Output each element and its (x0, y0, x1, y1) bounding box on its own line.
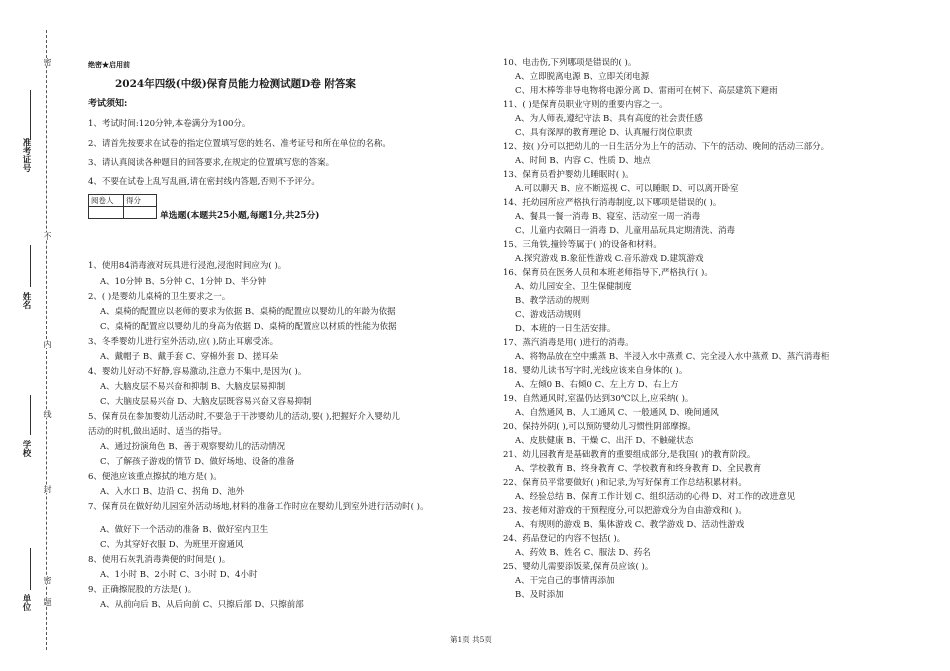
admission-number-field[interactable] (30, 90, 31, 140)
score-table-header-score: 得分 (124, 195, 157, 207)
question-line: 5、保育员在参加婴幼儿活动时,不要急于干涉婴幼儿的活动,要( ),把握好介入婴幼儿 (88, 412, 400, 422)
option-line: C、大脑皮层易兴奋 D、大脑皮层既容易兴奋又容易抑制 (100, 397, 312, 407)
option-line: A、时间 B、内容 C、性质 D、地点 (515, 156, 651, 166)
district-label: 单位 (21, 594, 31, 611)
notice-item: 2、请首先按要求在试卷的指定位置填写您的姓名、准考证号和所在单位的名称。 (88, 139, 391, 149)
option-line: C、具有深厚的教育理论 D、认真履行岗位职责 (515, 128, 693, 138)
district-field[interactable] (30, 548, 31, 590)
page-title: 2024年四级(中级)保育员能力检测试题D卷 附答案 (115, 78, 356, 90)
question-line: 9、正确擦屁股的方法是( )。 (88, 585, 197, 595)
option-line: A、皮肤健康 B、干燥 C、出汗 D、不触碰状态 (515, 436, 694, 446)
option-line: A、将物品放在空中熏蒸 B、半浸入水中蒸煮 C、完全浸入水中蒸煮 D、蒸汽消毒柜 (515, 352, 830, 362)
option-line: A、有规则的游戏 B、集体游戏 C、教学游戏 D、活动性游戏 (515, 520, 745, 530)
question-line: 15、三角铁,撞铃等属于( )的设备和材料。 (503, 240, 662, 250)
option-line: C、桌椅的配置应以婴幼儿的身高为依据 D、桌椅的配置应以材质的性能为依据 (100, 322, 397, 332)
page-number: 第1页 共5页 (450, 635, 492, 644)
school-field[interactable] (30, 395, 31, 435)
question-line: 3、冬季婴幼儿进行室外活动,应( ),防止耳廓受冻。 (88, 337, 279, 347)
option-line: A、10分钟 B、5分钟 C、1分钟 D、半分钟 (100, 277, 266, 287)
question-line: 6、便池应该重点擦拭的地方是( )。 (88, 472, 222, 482)
option-line: A、1小时 B、2小时 C、3小时 D、4小时 (100, 570, 258, 580)
option-line: A、立即脱离电源 B、立即关闭电源 (515, 72, 650, 82)
option-line: C、游戏活动规则 (515, 310, 582, 320)
score-table-header-reviewer: 阅卷人 (89, 195, 124, 207)
question-line: 14、托幼园所应严格执行消毒制度,以下哪项是错误的( )。 (503, 198, 722, 208)
seal-char-6: 密 (43, 576, 52, 584)
seal-char-4: 线 (43, 410, 52, 418)
option-line: B、教学活动的规则 (515, 296, 590, 306)
section-title: 单选题(本题共25小题,每题1分,共25分) (160, 211, 320, 221)
option-line: C、为其穿好衣服 D、为班里开窗通风 (100, 540, 244, 550)
question-line: 20、保持外阴( ),可以预防婴幼儿习惯性阴部摩擦。 (503, 422, 696, 432)
score-table (88, 194, 157, 219)
notice-item: 4、不要在试卷上乱写乱画,请在密封线内答题,否则不予评分。 (88, 177, 320, 187)
admission-number-label: 准考证号 (21, 138, 31, 172)
question-line: 12、按( )分可以把幼儿的一日生活分为上午的活动、下午的活动、晚间的活动三部分。 (503, 142, 830, 152)
option-line: A、自然通风 B、人工通风 C、一般通风 D、晚间通风 (515, 408, 719, 418)
school-label: 学校 (21, 440, 31, 457)
name-field[interactable] (30, 245, 31, 287)
question-line: 22、保育员平常要做好( )和记录,为写好保育工作总结积累材料。 (503, 478, 747, 488)
option-line: A、从前向后 B、从后向前 C、只擦后部 D、只擦前部 (100, 600, 304, 610)
question-line: 25、婴幼儿需要添饭菜,保育员应该( )。 (503, 562, 654, 572)
seal-char-1: 密 (43, 58, 52, 66)
option-line: C、儿童内衣隔日一消毒 D、儿童用品玩具定期清洗、消毒 (515, 226, 736, 236)
option-line: A、为人师表,遵纪守法 B、具有高度的社会责任感 (515, 114, 703, 124)
secret-label: 绝密★启用前 (88, 60, 130, 69)
option-line: A、干完自己的事情再添加 (515, 576, 615, 586)
option-line: A、幼儿园安全、卫生保健制度 (515, 282, 632, 292)
option-line: C、用木棒等非导电物将电源分离 D、雷雨可在树下、高层建筑下避雨 (515, 86, 778, 96)
question-line: 11、( )是保育员职业守则的重要内容之一。 (503, 100, 668, 110)
option-line: C、了解孩子游戏的情节 D、做好场地、设备的准备 (100, 457, 295, 467)
question-line: 24、药品登记的内容不包括( )。 (503, 534, 626, 544)
binding-margin (0, 0, 70, 671)
option-line: A、桌椅的配置应以老师的要求为依据 B、桌椅的配置应以婴幼儿的年龄为依据 (100, 307, 396, 317)
question-line: 21、幼儿园教育是基础教育的重要组成部分,是我国( )的教育阶段。 (503, 450, 756, 460)
option-line: A、戴帽子 B、戴手套 C、穿棉外套 D、搓耳朵 (100, 352, 279, 362)
question-line: 8、使用石灰乳消毒粪便的时间是( )。 (88, 555, 231, 565)
question-line: 23、按老师对游戏的干预程度分,可以把游戏分为自由游戏和( )。 (503, 506, 747, 516)
option-line: A、经验总结 B、保育工作计划 C、组织活动的心得 D、对工作的改进意见 (515, 492, 796, 502)
question-line: 19、自然通风时,室温仍达到30℃以上,应采纳( )。 (503, 394, 694, 404)
option-line: A、入水口 B、边沿 C、拐角 D、池外 (100, 487, 245, 497)
option-line: A、左倾0 B、右倾0 C、左上方 D、右上方 (515, 380, 679, 390)
option-line: A、学校教育 B、终身教育 C、学校教育和终身教育 D、全民教育 (515, 464, 762, 474)
option-line: A、药效 B、姓名 C、服法 D、药名 (515, 548, 651, 558)
score-cell[interactable] (124, 207, 157, 219)
question-line: 7、保育员在做好幼儿园室外活动场地,材料的准备工作时应在婴幼儿到室外进行活动时( )。 (88, 502, 429, 512)
reviewer-cell[interactable] (89, 207, 124, 219)
question-line: 10、电击伤,下列哪项是错误的( )。 (503, 58, 637, 68)
seal-char-3: 内 (43, 340, 52, 348)
question-line: 2、( )是婴幼儿桌椅的卫生要求之一。 (88, 292, 231, 302)
question-line: 1、使用84消毒液对玩具进行浸泡,浸泡时间应为( )。 (88, 261, 287, 271)
option-line: A、大脑皮层不易兴奋和抑制 B、大脑皮层易抑制 (100, 382, 286, 392)
question-line: 16、保育员在医务人员和本班老师指导下,严格执行( )。 (503, 268, 713, 278)
notice-item: 3、请认真阅读各种题目的回答要求,在规定的位置填写您的答案。 (88, 158, 335, 168)
option-line: B、及时添加 (515, 590, 564, 600)
option-line: D、本班的一日生活安排。 (515, 324, 616, 334)
question-line: 活动的时机,做出适时、适当的指导。 (88, 427, 227, 437)
option-line: A.可以聊天 B、应不断巡视 C、可以睡眠 D、可以离开卧室 (515, 184, 739, 194)
option-line: A.探究游戏 B.象征性游戏 C.音乐游戏 D.建筑游戏 (515, 254, 704, 264)
notice-item: 1、考试时间:120分钟,本卷满分为100分。 (88, 119, 251, 129)
name-label: 姓名 (21, 292, 31, 309)
seal-char-2: 不 (43, 232, 52, 240)
notice-title: 考试须知: (88, 99, 128, 109)
seal-char-7: 题 (43, 598, 52, 606)
seal-char-5: 封 (43, 485, 52, 493)
question-line: 13、保育员看护婴幼儿睡眠时( )。 (503, 170, 634, 180)
question-line: 17、蒸汽消毒是用( )进行的消毒。 (503, 338, 634, 348)
option-line: A、餐具一餐一消毒 B、寝室、活动室一周一消毒 (515, 212, 701, 222)
question-line: 4、婴幼儿好动不好静,容易激动,注意力不集中,是因为( )。 (88, 367, 307, 377)
question-line: 18、婴幼儿读书写字时,光线应该来自身体的( )。 (503, 366, 688, 376)
option-line: A、做好下一个活动的准备 B、做好室内卫生 (100, 525, 269, 535)
option-line: A、通过扮演角色 B、善于观察婴幼儿的活动情况 (100, 442, 286, 452)
